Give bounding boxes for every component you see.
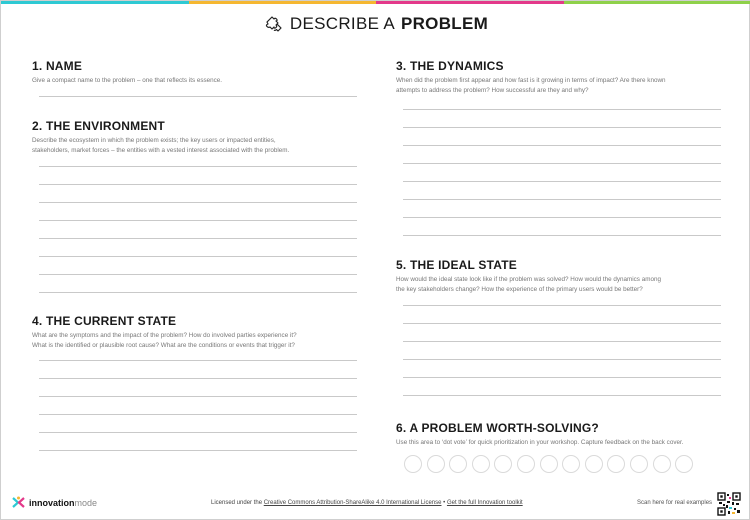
section-worth-solving [396, 421, 741, 448]
license-prefix: Licensed under the [211, 500, 263, 506]
section-ideal-state [396, 258, 736, 294]
license-footer [211, 500, 523, 506]
writing-line[interactable] [403, 109, 721, 110]
writing-line[interactable] [403, 359, 721, 360]
writing-line[interactable] [39, 274, 357, 275]
writing-line[interactable] [39, 396, 357, 397]
vote-dot[interactable] [585, 455, 603, 473]
writing-line[interactable] [403, 341, 721, 342]
writing-line[interactable] [403, 145, 721, 146]
writing-line[interactable] [39, 450, 357, 451]
vote-dot[interactable] [653, 455, 671, 473]
section-name-heading: 1. NAME [32, 59, 83, 73]
writing-line[interactable] [403, 305, 721, 306]
writing-line[interactable] [403, 199, 721, 200]
logo-text-bold: innovation [29, 497, 75, 508]
section-name-description: Give a compact name to the problem – one that reflects its essence. [32, 77, 223, 84]
writing-line[interactable] [403, 181, 721, 182]
top-bar-cyan [1, 1, 189, 4]
vote-dot[interactable] [449, 455, 467, 473]
section-environment-description: Describe the ecosystem in which the problem exists; the key users or impacted entities, stakeholders, market forces – the entities with a vested interest associated with the problem. [32, 137, 290, 154]
writing-line[interactable] [39, 96, 357, 97]
puzzle-icon [264, 14, 284, 34]
writing-line[interactable] [39, 238, 357, 239]
vote-dot[interactable] [517, 455, 535, 473]
vote-dot[interactable] [540, 455, 558, 473]
writing-line[interactable] [403, 323, 721, 324]
writing-line[interactable] [403, 217, 721, 218]
section-environment [32, 119, 372, 155]
title-light: DESCRIBE A [289, 14, 395, 33]
top-bar-magenta [376, 1, 564, 4]
writing-line[interactable] [39, 432, 357, 433]
section-worth-solving-description: Use this area to ‘dot vote’ for quick prioritization in your workshop. Capture feedback on the back cover. [396, 439, 684, 446]
section-ideal-state-description: How would the ideal state look like if the problem was solved? How would the dynamics among the key stakeholders change? How the experience of the primary users would be better? [396, 276, 661, 293]
writing-line[interactable] [403, 235, 721, 236]
section-current-state-description: What are the symptoms and the impact of the problem? How do involved parties experience it? What is the identified or plausible root cause? What are the conditions or events that trigger it? [32, 332, 297, 349]
section-name [32, 59, 362, 86]
scan-text: Scan here for real examples [637, 500, 713, 506]
vote-dot[interactable] [494, 455, 512, 473]
vote-dots [404, 455, 693, 473]
logo-text-light: mode [74, 497, 98, 508]
section-dynamics-description: When did the problem first appear and how fast is it growing in terms of impact? Are there known attempts to address the problem? How successful are they and why? [396, 77, 666, 94]
top-bar-green [564, 1, 750, 4]
writing-line[interactable] [39, 292, 357, 293]
writing-line[interactable] [39, 220, 357, 221]
page-title [1, 14, 750, 34]
vote-dot[interactable] [427, 455, 445, 473]
writing-line[interactable] [39, 414, 357, 415]
top-bar-yellow [189, 1, 377, 4]
title-bold: PROBLEM [400, 14, 489, 33]
color-top-bar [1, 1, 750, 4]
section-ideal-state-heading: 5. THE IDEAL STATE [396, 258, 517, 272]
writing-line[interactable] [403, 395, 721, 396]
section-dynamics [396, 59, 736, 95]
toolkit-link[interactable]: Get the full Innovation toolkit [446, 500, 523, 506]
qr-code-icon[interactable] [717, 492, 741, 516]
vote-dot[interactable] [562, 455, 580, 473]
section-current-state [32, 314, 372, 350]
innovation-mode-logo[interactable] [12, 496, 97, 509]
vote-dot[interactable] [472, 455, 490, 473]
section-dynamics-heading: 3. THE DYNAMICS [396, 59, 504, 73]
writing-line[interactable] [39, 166, 357, 167]
vote-dot[interactable] [630, 455, 648, 473]
logo-mark-icon [12, 496, 25, 509]
writing-line[interactable] [403, 377, 721, 378]
vote-dot[interactable] [607, 455, 625, 473]
footer-separator: • [443, 500, 446, 506]
vote-dot[interactable] [675, 455, 693, 473]
writing-line[interactable] [39, 378, 357, 379]
vote-dot[interactable] [404, 455, 422, 473]
section-environment-heading: 2. THE ENVIRONMENT [32, 119, 165, 133]
writing-line[interactable] [403, 163, 721, 164]
section-current-state-heading: 4. THE CURRENT STATE [32, 314, 177, 328]
writing-line[interactable] [39, 202, 357, 203]
writing-line[interactable] [39, 360, 357, 361]
writing-line[interactable] [39, 256, 357, 257]
writing-line[interactable] [403, 127, 721, 128]
writing-line[interactable] [39, 184, 357, 185]
section-worth-solving-heading: 6. A PROBLEM WORTH-SOLVING? [396, 421, 599, 435]
license-link[interactable]: Creative Commons Attribution-ShareAlike 4.0 International License [263, 500, 442, 506]
